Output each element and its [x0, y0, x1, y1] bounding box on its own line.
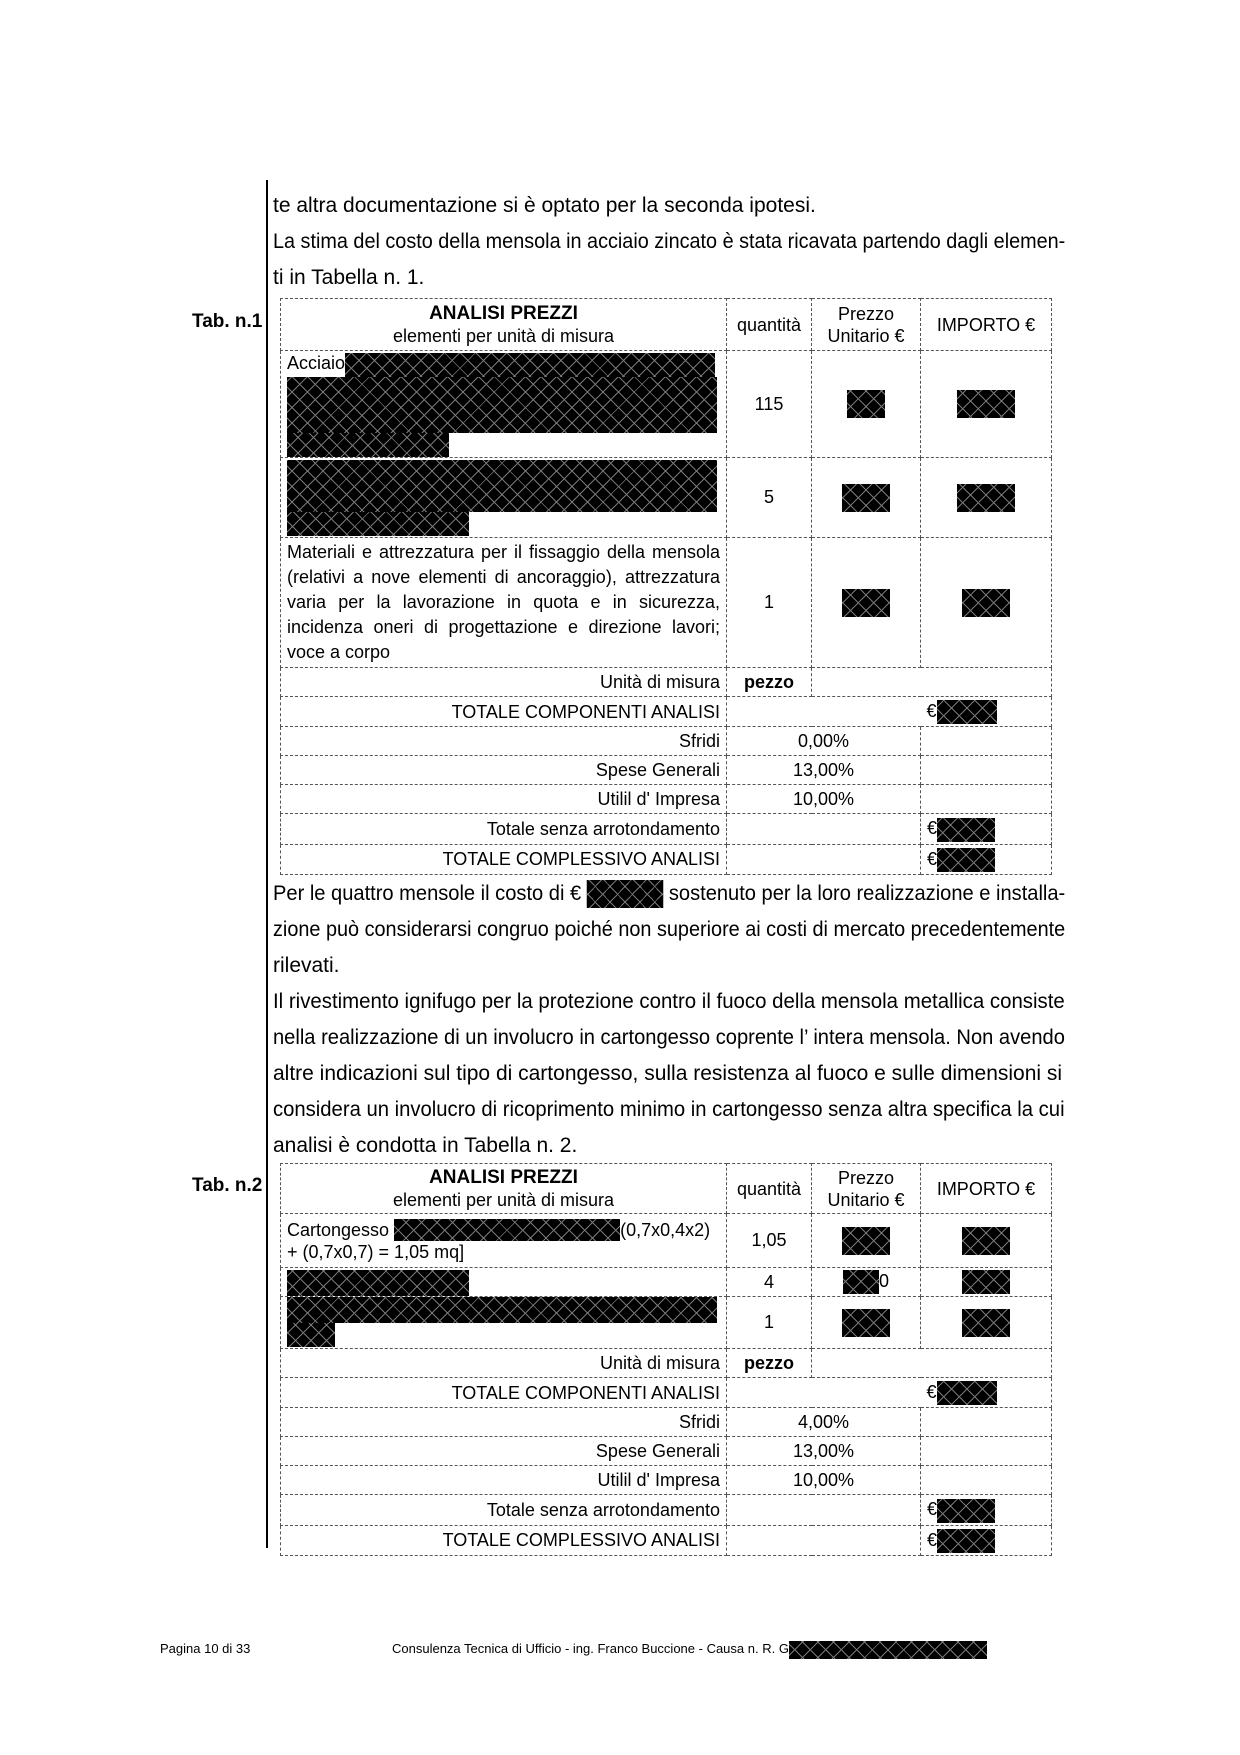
- footer-page-number: Pagina 10 di 33: [160, 1641, 251, 1656]
- middle-line-part: sostenuto per la loro realizzazione e installa-: [668, 882, 1066, 905]
- row-quantity: 4: [727, 1268, 812, 1297]
- table-row: [281, 351, 1052, 458]
- redaction-block: [962, 589, 1010, 617]
- price-analysis-table-1: [280, 298, 1052, 875]
- redaction-block: [937, 1529, 995, 1553]
- header-unit-price: Prezzo Unitario €: [812, 299, 921, 351]
- middle-line: nella realizzazione di un involucro in cartongesso coprente l’ intera mensola. Non avendo: [273, 1026, 1065, 1049]
- redaction-block: [287, 512, 469, 536]
- header-unit-price: Prezzo Unitario €: [812, 1164, 921, 1214]
- unit-of-measure-value: pezzo: [727, 1349, 812, 1378]
- unit-of-measure-label: Unità di misura: [281, 668, 727, 697]
- redaction-block: [287, 460, 717, 512]
- utili-impresa-value: 10,00%: [727, 785, 921, 814]
- redaction-block: [962, 1309, 1010, 1337]
- intro-line: La stima del costo della mensola in acciaio zincato è stata ricavata partendo dagli elemen-: [273, 230, 1066, 253]
- total-overall-label: TOTALE COMPLESSIVO ANALISI: [281, 1525, 727, 1555]
- header-title: ANALISI PREZZI: [429, 303, 578, 324]
- redaction-block: [937, 818, 995, 842]
- redaction-block: [345, 353, 715, 377]
- header-subtitle: elementi per unità di misura: [392, 326, 615, 346]
- redaction-block: [843, 1270, 879, 1294]
- spese-generali-label: Spese Generali: [281, 1437, 727, 1466]
- header-quantity: quantità: [727, 1164, 812, 1214]
- redaction-block: [842, 1309, 890, 1337]
- unit-of-measure-label: Unità di misura: [281, 1349, 727, 1378]
- euro-symbol: €: [927, 848, 938, 869]
- euro-symbol: €: [926, 701, 937, 721]
- middle-line: analisi è condotta in Tabella n. 2.: [273, 1134, 578, 1157]
- header-title: ANALISI PREZZI: [429, 1167, 578, 1188]
- unit-of-measure-value: pezzo: [727, 668, 812, 697]
- redaction-block: [937, 1381, 997, 1405]
- header-analisi: [281, 299, 727, 351]
- table-2-label: Tab. n.2: [192, 1175, 263, 1196]
- margin-rule: [266, 180, 268, 1548]
- redaction-block: [789, 1641, 987, 1659]
- row-description: (0,7x0,4x2): [620, 1219, 711, 1240]
- row-quantity: 115: [727, 351, 812, 458]
- redaction-block: [394, 1219, 620, 1241]
- row-quantity: 1: [727, 538, 812, 668]
- spese-generali-label: Spese Generali: [281, 756, 727, 785]
- euro-symbol: €: [927, 1499, 938, 1520]
- redaction-block: [842, 1227, 890, 1255]
- total-components-label: TOTALE COMPONENTI ANALISI: [281, 697, 727, 727]
- intro-line: te altra documentazione si è optato per la seconda ipotesi.: [273, 194, 816, 217]
- middle-line: altre indicazioni sul tipo di cartongesso, sulla resistenza al fuoco e sulle dimensioni si: [273, 1062, 1063, 1085]
- row-description: Acciaio: [287, 353, 346, 373]
- utili-impresa-label: Utilil d' Impresa: [281, 785, 727, 814]
- euro-symbol: €: [927, 1529, 938, 1550]
- sfridi-value: 0,00%: [727, 727, 921, 756]
- redaction-block: [957, 390, 1015, 418]
- middle-line: Il rivestimento ignifugo per la protezione contro il fuoco della mensola metallica consiste: [273, 990, 1065, 1013]
- intro-paragraph: [273, 188, 1065, 296]
- middle-line: [273, 876, 1066, 912]
- header-subtitle: elementi per unità di misura: [392, 1190, 615, 1210]
- redaction-block: [937, 700, 997, 724]
- redaction-block: [287, 1323, 335, 1347]
- row-description: + (0,7x0,7) = 1,05 mq]: [287, 1241, 465, 1262]
- table-row: [281, 1297, 1052, 1349]
- middle-line: zione può considerarsi congruo poiché non superiore ai costi di mercato precedentemente: [273, 918, 1066, 941]
- table-row: [281, 1214, 1052, 1268]
- sfridi-value: 4,00%: [727, 1408, 921, 1437]
- row-description: Cartongesso: [287, 1219, 390, 1240]
- euro-symbol: €: [927, 818, 938, 839]
- header-amount: IMPORTO €: [921, 299, 1052, 351]
- unit-price-suffix: 0: [878, 1270, 889, 1291]
- redaction-block: [287, 433, 449, 457]
- intro-line: ti in Tabella n. 1.: [273, 266, 425, 289]
- middle-paragraph: [273, 876, 1065, 1164]
- row-description: Materiali e attrezzatura per il fissaggio della mensola (relativi a nove elementi di ancoraggio), attrezzatura varia per la lavorazione in quota e in sicurezza, incidenza oneri di progettazione e direzione lavori; voce a corpo: [281, 538, 727, 668]
- redaction-block: [937, 848, 995, 872]
- header-analisi: [281, 1164, 727, 1214]
- sfridi-label: Sfridi: [281, 727, 727, 756]
- redaction-block: [842, 589, 890, 617]
- total-unrounded-label: Totale senza arrotondamento: [281, 1495, 727, 1525]
- row-quantity: 1,05: [727, 1214, 812, 1268]
- redaction-block: [842, 484, 890, 512]
- header-quantity: quantità: [727, 299, 812, 351]
- table-row: [281, 538, 1052, 668]
- middle-line-part: Per le quattro mensole il costo di €: [273, 882, 582, 905]
- total-overall-label: TOTALE COMPLESSIVO ANALISI: [281, 844, 727, 874]
- utili-impresa-label: Utilil d' Impresa: [281, 1466, 727, 1495]
- sfridi-label: Sfridi: [281, 1408, 727, 1437]
- redaction-block: [937, 1499, 995, 1523]
- spese-generali-value: 13,00%: [727, 1437, 921, 1466]
- redaction-block: [847, 390, 885, 418]
- row-quantity: 5: [727, 458, 812, 538]
- redaction-block: [587, 880, 664, 908]
- euro-symbol: €: [926, 1382, 937, 1402]
- redaction-block: [962, 1270, 1010, 1294]
- price-analysis-table-2: [280, 1163, 1052, 1556]
- redaction-block: [962, 1227, 1010, 1255]
- redaction-block: [957, 484, 1015, 512]
- table-row: [281, 1268, 1052, 1297]
- total-unrounded-label: Totale senza arrotondamento: [281, 814, 727, 844]
- header-amount: IMPORTO €: [921, 1164, 1052, 1214]
- middle-line: rilevati.: [273, 954, 340, 977]
- utili-impresa-value: 10,00%: [727, 1466, 921, 1495]
- total-components-label: TOTALE COMPONENTI ANALISI: [281, 1378, 727, 1408]
- table-1-label: Tab. n.1: [192, 311, 263, 332]
- spese-generali-value: 13,00%: [727, 756, 921, 785]
- redaction-block: [287, 1297, 717, 1323]
- redaction-block: [287, 1270, 469, 1296]
- middle-line: considera un involucro di ricoprimento minimo in cartongesso senza altra specifica la cui: [273, 1098, 1065, 1121]
- row-quantity: 1: [727, 1297, 812, 1349]
- redaction-block: [287, 377, 717, 433]
- table-row: [281, 458, 1052, 538]
- footer-credit: [392, 1641, 987, 1659]
- footer-credit-text: Consulenza Tecnica di Ufficio - ing. Franco Buccione - Causa n. R. G: [392, 1641, 789, 1656]
